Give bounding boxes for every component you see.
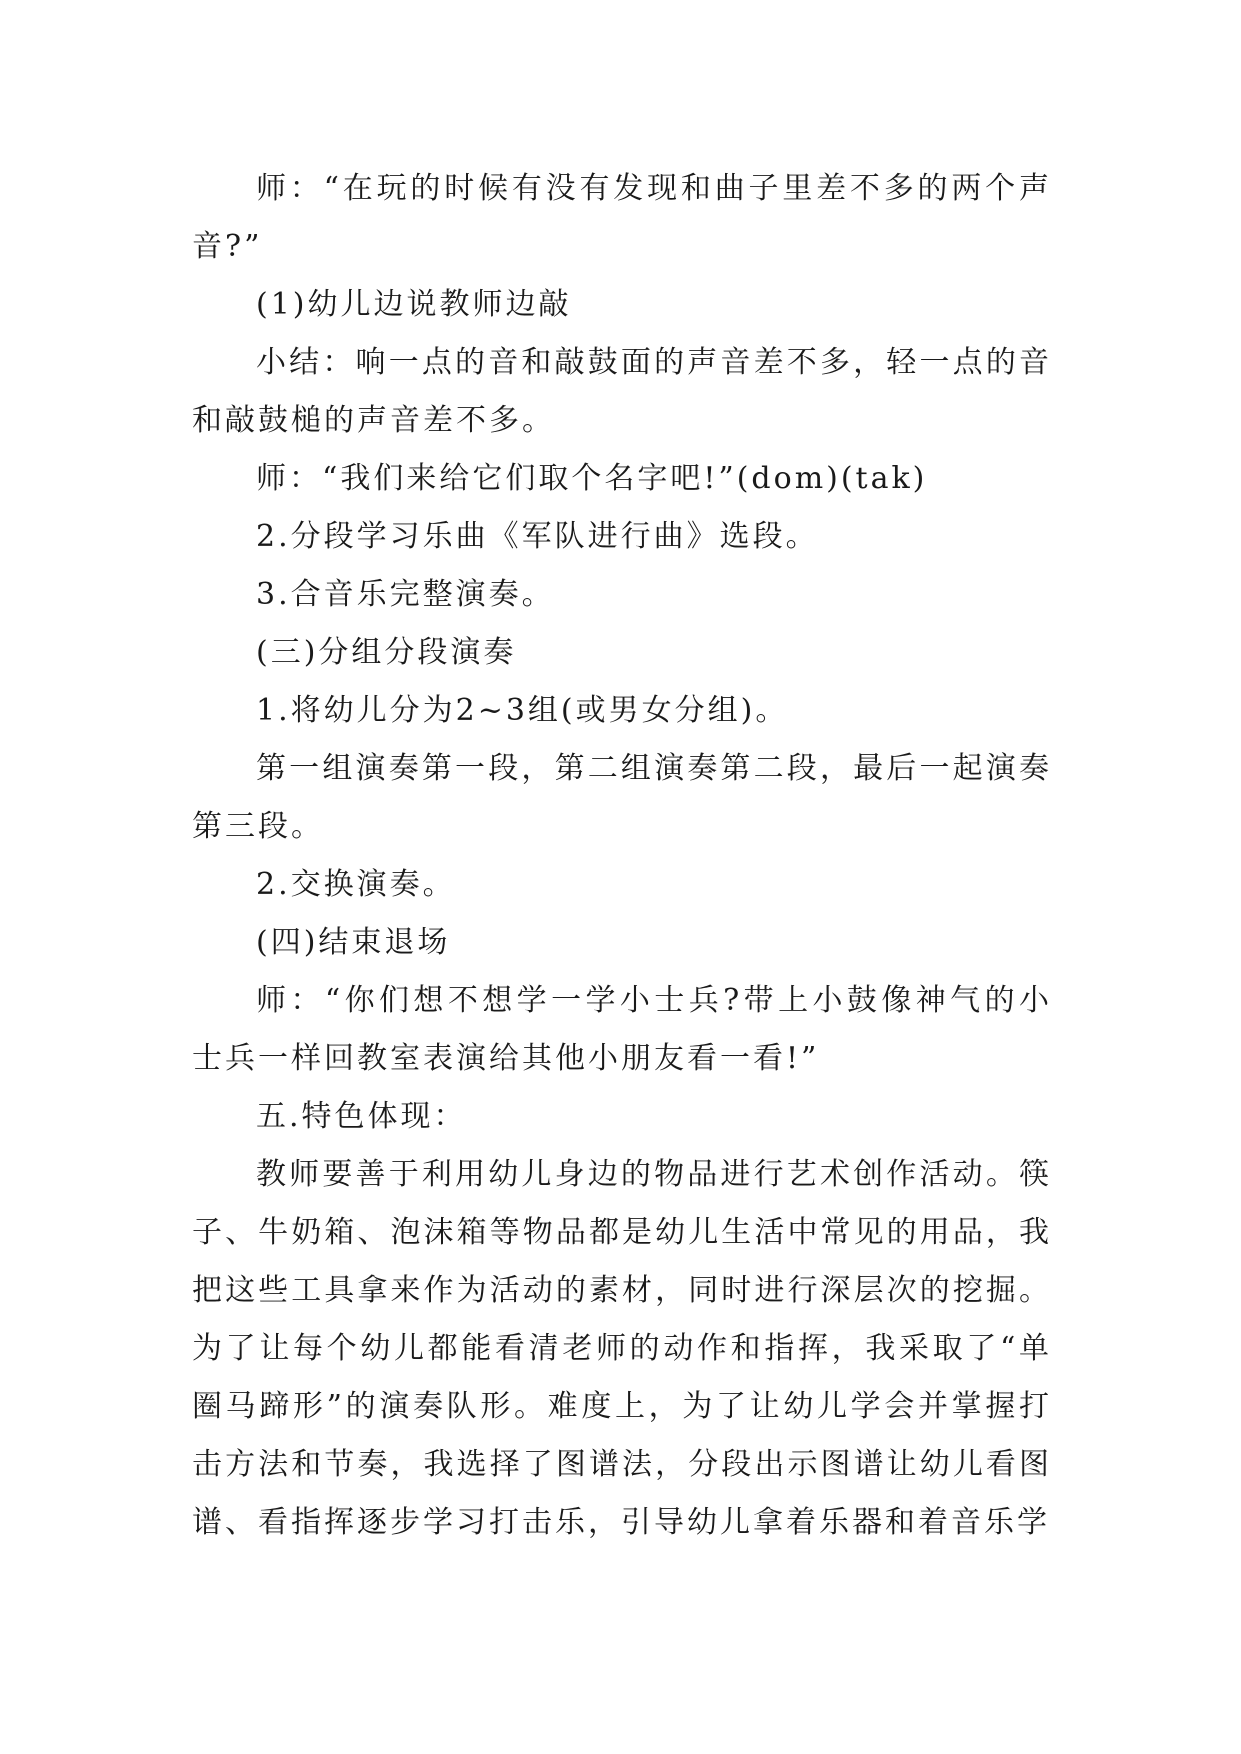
paragraph: (三)分组分段演奏 [256,635,517,670]
paragraph: 师：“你们想不想学一学小士兵?带上小鼓像神气的小士兵一样回教室表演给其他小朋友看一看!” [192,983,1052,1076]
paragraph: (四)结束退场 [256,925,451,960]
paragraph: 五.特色体现： [256,1099,467,1134]
paragraph: 小结：响一点的音和敲鼓面的声音差不多，轻一点的音和敲鼓槌的声音差不多。 [192,345,1052,438]
paragraph: (1)幼儿边说教师边敲 [256,287,572,322]
paragraph: 2.分段学习乐曲《军队进行曲》选段。 [256,519,819,554]
paragraph: 第一组演奏第一段，第二组演奏第二段，最后一起演奏第三段。 [192,751,1052,844]
paragraph: 2.交换演奏。 [256,867,456,902]
paragraph: 教师要善于利用幼儿身边的物品进行艺术创作活动。筷子、牛奶箱、泡沫箱等物品都是幼儿生活中常见的用品，我把这些工具拿来作为活动的素材，同时进行深层次的挖掘。为了让每个幼儿都能看清老师的动作和指挥，我采取了“单圈马蹄形”的演奏队形。难度上，为了让幼儿学会并掌握打击方法和节奏，我选择了图谱法，分段出示图谱让幼儿看图谱、看指挥逐步学习打击乐，引导幼儿拿着乐器和着音乐学 [192,1157,1052,1540]
paragraph: 师：“我们来给它们取个名字吧!”(dom)(tak) [256,461,928,496]
paragraph: 3.合音乐完整演奏。 [256,577,555,612]
paragraph: 师：“在玩的时候有没有发现和曲子里差不多的两个声音?” [192,171,1052,264]
document-body [192,160,1052,1552]
paragraph: 1.将幼儿分为2~3组(或男女分组)。 [256,693,789,728]
